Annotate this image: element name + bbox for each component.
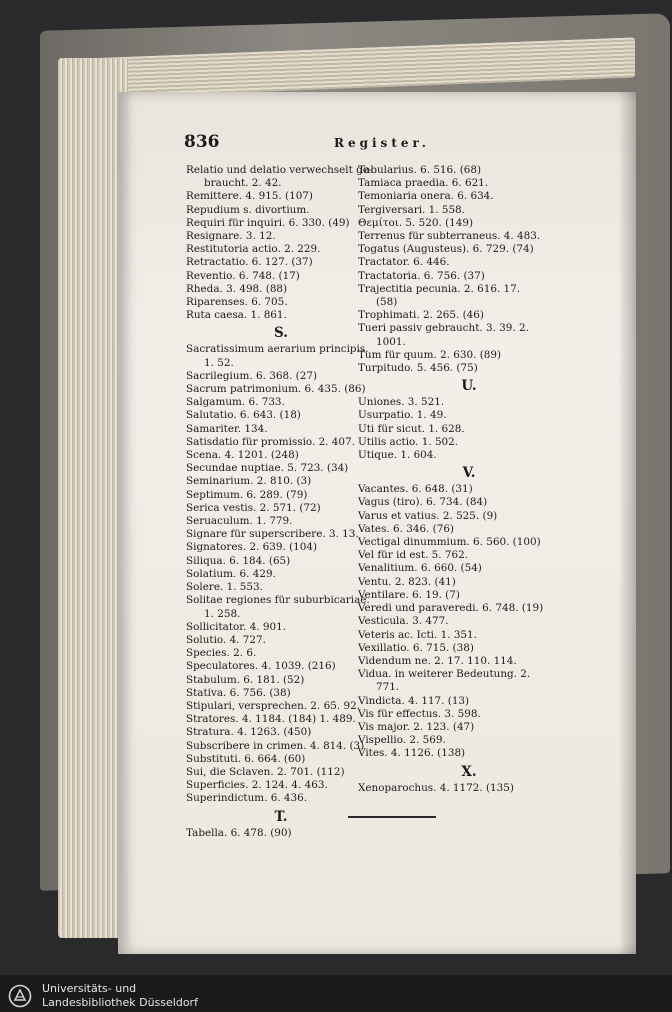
index-entry: Stratura. 4. 1263. (450) [186, 726, 312, 739]
index-entry: Tabularius. 6. 516. (68) [358, 164, 482, 176]
index-entry: Ventilare. 6. 19. (7) [358, 588, 460, 601]
index-entry: Utilis actio. 1. 502. [358, 435, 459, 448]
index-entry: Remittere. 4. 915. (107) [186, 190, 313, 203]
index-entry: braucht. 2. 42. [204, 177, 282, 190]
index-entry: Vindicta. 4. 117. (13) [358, 694, 470, 707]
index-entry: Turpitudo. 5. 456. (75) [358, 362, 478, 375]
index-entry: Veredi und paraveredi. 6. 748. (19) [358, 602, 544, 615]
index-entry: Togatus (Augusteus). 6. 729. (74) [358, 243, 534, 256]
index-entry: Species. 2. 6. [186, 647, 257, 660]
footer-line-1: Universitäts- und [42, 982, 137, 995]
index-entry: 1. 258. [204, 607, 241, 620]
footer-line-2: Landesbibliothek Düsseldorf [42, 996, 198, 1009]
page-number: 836 [184, 132, 220, 152]
section-letter: S. [274, 325, 288, 342]
index-entry: Rheda. 3. 498. (88) [186, 282, 288, 295]
index-entry: Stipulari, versprechen. 2. 65. 92. [186, 699, 360, 712]
index-entry: Vites. 4. 1126. (138) [358, 747, 466, 760]
index-entry: 771. [376, 681, 400, 694]
index-entry: (58) [376, 296, 398, 309]
index-entry: Vectigal dinummium. 6. 560. (100) [358, 536, 541, 549]
index-entry: Sollicitator. 4. 901. [186, 620, 287, 633]
index-entry: 1. 52. [204, 356, 234, 369]
index-entry: Vacantes. 6. 648. (31) [358, 483, 473, 496]
index-entry: Tractatoria. 6. 756. (37) [358, 269, 485, 282]
index-entry: Tum für quum. 2. 630. (89) [358, 348, 502, 361]
index-entry: Speculatores. 4. 1039. (216) [186, 660, 336, 673]
index-entry: Venalitium. 6. 660. (54) [358, 562, 482, 575]
index-entry: Serica vestis. 2. 571. (72) [186, 501, 321, 514]
index-entry: Stabulum. 6. 181. (52) [186, 673, 305, 686]
index-entry: Trajectitia pecunia. 2. 616. 17. [358, 282, 521, 295]
index-entry: 1001. [376, 335, 406, 348]
index-entry: Superficies. 2. 124. 4. 463. [186, 779, 328, 792]
index-entry: Sui, die Sclaven. 2. 701. (112) [186, 765, 345, 778]
index-entry: Temoniaria onera. 6. 634. [358, 190, 494, 203]
index-entry: Terrenus für subterraneus. 4. 483. [358, 230, 541, 243]
running-title: Register. [334, 136, 430, 150]
index-entry: Resignare. 3. 12. [186, 230, 276, 243]
index-entry: Siliqua. 6. 184. (65) [186, 554, 291, 567]
index-entry: Solere. 1. 553. [186, 581, 263, 594]
index-entry: Uti für sicut. 1. 628. [358, 422, 465, 435]
section-letter: X. [461, 763, 477, 780]
index-entry: Vis für effectus. 3. 598. [358, 707, 481, 720]
index-entry: Reventio. 6. 748. (17) [186, 269, 300, 282]
index-entry: Repudium s. divortium. [186, 203, 310, 216]
index-entry: Xenoparochus. 4. 1172. (135) [358, 781, 514, 794]
index-entry: Vesticula. 3. 477. [358, 615, 449, 628]
index-entry: Videndum ne. 2. 17. 110. 114. [358, 654, 517, 667]
index-entry: Vagus (tiro). 6. 734. (84) [358, 496, 488, 509]
index-entry: Ventu. 2. 823. (41) [358, 575, 456, 588]
index-entry: Vis major. 2. 123. (47) [358, 720, 475, 733]
index-entry: Vispellio. 2. 569. [358, 734, 446, 747]
index-entry: Superindictum. 6. 436. [186, 792, 308, 805]
index-entry: Uniones. 3. 521. [358, 396, 445, 409]
index-entry: Scena. 4. 1201. (248) [186, 449, 299, 462]
index-entry: Stativa. 6. 756. (38) [186, 686, 291, 699]
index-entry: Tractator. 6. 446. [358, 256, 450, 269]
spine-shadow [618, 92, 636, 954]
index-entry: Seruaculum. 1. 779. [186, 515, 293, 528]
index-entry: Trophimati. 2. 265. (46) [358, 309, 484, 322]
index-entry: Varus et vatius. 2. 525. (9) [358, 509, 498, 522]
index-entry: Vel für id est. 5. 762. [358, 549, 469, 562]
index-entry: Septimum. 6. 289. (79) [186, 488, 308, 501]
book-page [118, 92, 636, 954]
index-entry: Requiri für inquiri. 6. 330. (49) [186, 216, 350, 229]
index-entry: Stratores. 4. 1184. (184) 1. 489. [186, 713, 356, 726]
index-entry: Secundae nuptiae. 5. 723. (34) [186, 462, 349, 475]
section-letter: U. [461, 378, 477, 395]
section-letter: T. [274, 808, 288, 825]
index-entry: Salgamum. 6. 733. [186, 396, 285, 409]
index-entry: Sacrilegium. 6. 368. (27) [186, 369, 318, 382]
index-column-left [186, 164, 376, 840]
index-entry: Vexillatio. 6. 715. (38) [358, 641, 474, 654]
index-entry: Tueri passiv gebraucht. 3. 39. 2. [358, 322, 529, 335]
index-entry: Sacratissimum aerarium principis. [186, 343, 369, 356]
index-entry: Solatium. 6. 429. [186, 567, 276, 580]
index-entry: Substituti. 6. 664. (60) [186, 752, 306, 765]
index-entry: Veteris ac. Icti. 1. 351. [358, 628, 477, 641]
library-logo-icon [8, 984, 32, 1008]
index-entry: Utique. 1. 604. [358, 449, 437, 462]
index-entry: Solutio. 4. 727. [186, 633, 266, 646]
index-entry: Sacrum patrimonium. 6. 435. (86) [186, 383, 366, 396]
index-entry: Signatores. 2. 639. (104) [186, 541, 318, 554]
index-entry: Salutatio. 6. 643. (18) [186, 409, 301, 422]
index-entry: Restitutoria actio. 2. 229. [186, 243, 321, 256]
index-entry: Solitae regiones für suburbicariae. [186, 594, 370, 607]
index-entry: Θεμίτοι. 5. 520. (149) [358, 216, 474, 229]
index-entry: Riparenses. 6. 705. [186, 296, 288, 309]
index-entry: Tabella. 6. 478. (90) [186, 826, 292, 839]
index-entry: Retractatio. 6. 127. (37) [186, 256, 313, 269]
index-entry: Ruta caesa. 1. 861. [186, 309, 287, 322]
index-entry: Seminarium. 2. 810. (3) [186, 475, 312, 488]
index-column-right [358, 164, 580, 795]
index-entry: Satisdatio für promissio. 2. 407. [186, 435, 355, 448]
index-entry: Signare für superscribere. 3. 13. [186, 528, 359, 541]
index-entry: Samariter. 134. [186, 422, 268, 435]
section-letter: V. [462, 465, 476, 482]
index-entry: Vidua. in weiterer Bedeutung. 2. [358, 668, 531, 681]
index-entry: Usurpatio. 1. 49. [358, 409, 447, 422]
index-entry: Tamiaca praedia. 6. 621. [358, 177, 489, 190]
index-entry: Relatio und delatio verwechselt ge- [186, 164, 373, 176]
end-rule [348, 816, 436, 818]
index-entry: Tergiversari. 1. 558. [358, 203, 465, 216]
index-entry: Subscribere in crimen. 4. 814. (3) [186, 739, 365, 752]
index-entry: Vates. 6. 346. (76) [358, 522, 454, 535]
